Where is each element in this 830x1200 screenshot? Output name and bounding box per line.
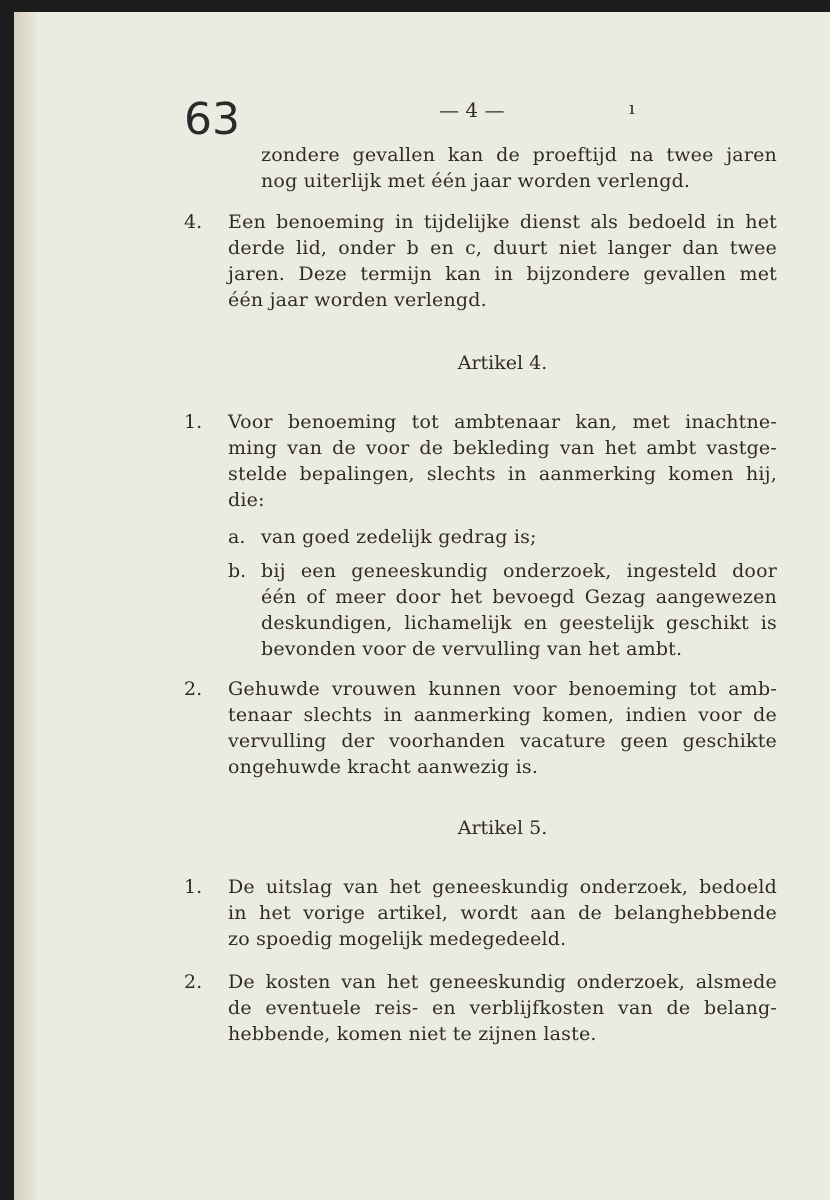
text-line: één jaar worden verlengd. [228,289,487,311]
item-number: 2. [184,971,203,993]
article-4-heading: Artikel 4. [457,352,548,374]
text-line: één of meer door het bevoegd Gezag aangewezen [261,586,777,608]
article-4-paragraph-2 [228,676,777,780]
text-line: de eventuele reis- en verblijfkosten van de belang- [228,997,777,1019]
continuation-paragraph [261,142,777,194]
text-line: jaren. Deze termijn kan in bijzondere gevallen met [228,263,777,285]
article-5-heading: Artikel 5. [457,817,548,839]
text-line: die: [228,489,265,511]
document-page [14,12,830,1200]
text-line: bevonden voor de vervulling van het ambt. [261,638,683,660]
page-edge [14,12,36,1200]
text-line: De uitslag van het geneeskundig onderzoek, bedoeld [228,876,777,898]
text-line: zondere gevallen kan de proeftijd na twee jaren [261,144,777,166]
text-line: hebbende, komen niet te zijnen laste. [228,1023,597,1045]
text-line: nog uiterlijk met één jaar worden verlengd. [261,170,691,192]
article-5-paragraph-2 [228,969,777,1047]
text-line: derde lid, onder b en c, duurt niet langer dan twee [228,237,777,259]
text-line: ongehuwde kracht aanwezig is. [228,756,539,778]
text-line: Voor benoeming tot ambtenaar kan, met inachtne- [228,411,777,433]
text-line: ming van de voor de bekleding van het ambt vastge- [228,437,777,459]
page-number: 63 [184,94,240,145]
text-line: zo spoedig mogelijk medegedeeld. [228,928,567,950]
item-number: 1. [184,876,203,898]
article-5-paragraph-1 [228,874,777,952]
text-line: vervulling der voorhanden vacature geen geschikte [228,730,777,752]
text-line: De kosten van het geneeskundig onderzoek, alsmede [228,971,777,993]
item-number: 4. [184,211,203,233]
text-line: van goed zedelijk gedrag is; [261,526,537,548]
text-line: stelde bepalingen, slechts in aanmerking komen hij, [228,463,777,485]
sub-item-b [261,558,777,662]
corner-mark: ı [629,98,635,119]
text-line: bij een geneeskundig onderzoek, ingesteld door [261,560,777,582]
text-line: Een benoeming in tijdelijke dienst als bedoeld in het [228,211,777,233]
sub-item-a [261,524,777,550]
text-line: Gehuwde vrouwen kunnen voor benoeming tot amb- [228,678,777,700]
item-number: 1. [184,411,203,433]
text-line: deskundigen, lichamelijk en geestelijk geschikt is [261,612,777,634]
paragraph-4 [228,209,777,313]
item-number: 2. [184,678,203,700]
sub-item-letter: b. [228,560,247,582]
sub-item-letter: a. [228,526,246,548]
text-line: in het vorige artikel, wordt aan de belanghebbende [228,902,777,924]
text-line: tenaar slechts in aanmerking komen, indien voor de [228,704,777,726]
folio: — 4 — [439,98,505,122]
article-4-paragraph-1 [228,409,777,513]
